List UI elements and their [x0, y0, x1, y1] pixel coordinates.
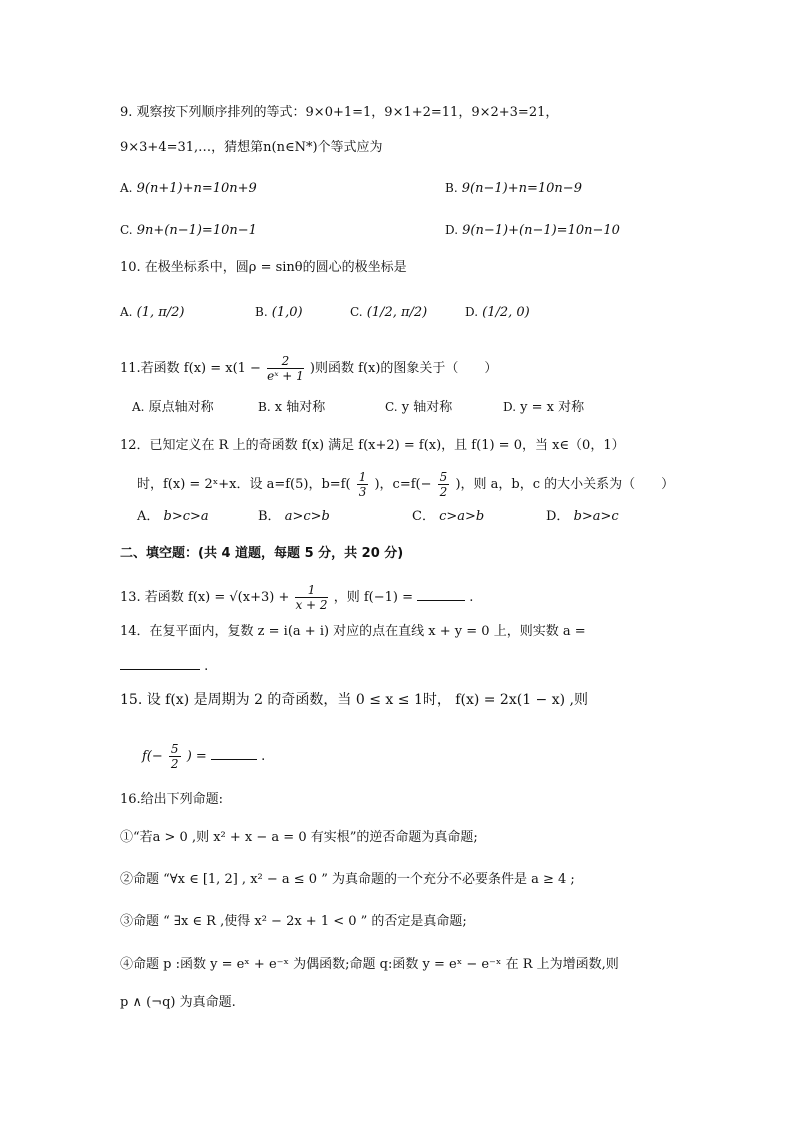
option-text: c>a>b: [439, 509, 485, 524]
option-letter: D．: [546, 509, 570, 524]
q15-post: ) =: [186, 749, 207, 764]
fraction-numerator: 2: [267, 354, 304, 369]
q9-option-a: [120, 178, 257, 199]
q11-option-a: [132, 397, 214, 418]
option-letter: C.: [120, 223, 133, 237]
option-text: (1/2, 0): [482, 305, 530, 320]
option-text: 9n+(n−1)=10n−1: [136, 223, 257, 238]
option-text: x 轴对称: [274, 400, 326, 415]
fraction-numerator: 5: [170, 742, 179, 756]
q15-line1: 15. 设 f(x) 是周期为 2 的奇函数，当 0 ≤ x ≤ 1时， f(x) = 2x(1 − x) ,则: [120, 692, 588, 708]
q11-option-d: [503, 397, 584, 418]
q12-line2-pre: 时，f(x) = 2ˣ+x．设 a=f(5)，b=f(: [137, 477, 351, 492]
q16-item-4: ④命题 p :函数 y = eˣ + e⁻ˣ 为偶函数;命题 q:函数 y = eˣ − e⁻ˣ 在 R 上为增函数,则: [120, 957, 619, 972]
option-text: 原点轴对称: [148, 400, 214, 415]
option-text: 9(n−1)+n=10n−9: [461, 181, 582, 196]
option-text: 9(n−1)+(n−1)=10n−10: [462, 223, 620, 238]
q10-option-a: [120, 302, 185, 323]
option-letter: C.: [385, 400, 398, 414]
q12-option-a: [137, 507, 209, 527]
q15-line2: [142, 742, 265, 771]
q12-option-c: [412, 507, 484, 527]
option-text: (1, π/2): [136, 305, 185, 320]
option-text: b>c>a: [163, 509, 209, 524]
option-text: y = x 对称: [520, 400, 585, 415]
q10-stem: 10. 在极坐标系中，圆ρ = sinθ的圆心的极坐标是: [120, 260, 407, 275]
q14-end: .: [204, 659, 209, 674]
fraction-denominator: x + 2: [295, 598, 328, 612]
q11-option-c: [385, 397, 452, 418]
fraction-numerator: 5: [439, 470, 448, 484]
q10-option-d: [465, 302, 530, 323]
fraction-numerator: 1: [295, 583, 327, 598]
q9-stem-line2: 9×3+4=31,…，猜想第n(n∈N*)个等式应为: [120, 140, 383, 155]
section-title: 二、填空题：(共 4 道题，每题 5 分，共 20 分): [120, 546, 404, 561]
q10-option-c: [350, 302, 427, 323]
q15-fraction: [169, 742, 181, 771]
option-text: (1/2, π/2): [366, 305, 428, 320]
answer-blank[interactable]: [211, 745, 257, 760]
option-letter: A．: [137, 509, 160, 524]
option-text: a>c>b: [284, 509, 330, 524]
option-letter: B.: [255, 305, 268, 319]
option-letter: B.: [445, 181, 458, 195]
q9-option-d: [445, 220, 620, 241]
q9-option-c: [120, 220, 257, 241]
q14-line2: [120, 655, 208, 677]
q11-fraction: [267, 354, 304, 383]
q9-stem-line1: 9. 观察按下列顺序排列的等式：9×0+1=1，9×1+2=11，9×2+3=21，: [120, 105, 559, 120]
q16-item-1: ①“若a > 0 ,则 x² + x − a = 0 有实根”的逆否命题为真命题;: [120, 830, 478, 845]
fraction-denominator: eˣ + 1: [267, 369, 304, 383]
fraction-denominator: 3: [358, 485, 367, 499]
q13-end: .: [469, 590, 474, 605]
q15-pre: f(−: [142, 749, 163, 764]
q13-pre: 13. 若函数 f(x) = √(x+3) +: [120, 590, 294, 605]
option-text: (1,0): [271, 305, 303, 320]
q16-item-3: ③命题 “ ∃x ∈ R ,使得 x² − 2x + 1 < 0 ” 的否定是真命题;: [120, 914, 467, 929]
option-text: y 轴对称: [401, 400, 453, 415]
q11-option-b: [258, 397, 325, 418]
q14-line1: 14．在复平面内，复数 z = i(a + i) 对应的点在直线 x + y = 0 上，则实数 a =: [120, 624, 586, 639]
q16-stem: 16.给出下列命题:: [120, 792, 224, 807]
q13: [120, 583, 473, 612]
answer-blank[interactable]: [417, 586, 465, 601]
q13-post: ，则 f(−1) =: [333, 590, 413, 605]
q12-line1: 12．已知定义在 R 上的奇函数 f(x) 满足 f(x+2) = f(x)，且 f(1) = 0，当 x∈（0，1）: [120, 438, 625, 453]
option-letter: C.: [350, 305, 363, 319]
q12-option-b: [258, 507, 330, 527]
fraction-numerator: 1: [358, 470, 367, 484]
q12-line2: [137, 470, 674, 499]
q12-line2-post: )，则 a，b，c 的大小关系为（ ）: [455, 477, 675, 492]
option-text: 9(n+1)+n=10n+9: [136, 181, 257, 196]
q11-stem: [120, 354, 497, 383]
option-letter: A.: [120, 181, 133, 195]
q16-item-2: ②命题 “∀x ∈ [1, 2] , x² − a ≤ 0 ” 为真命题的一个充分不必要条件是 a ≥ 4 ;: [120, 872, 575, 887]
q10-option-b: [255, 302, 303, 323]
q13-fraction: [295, 583, 327, 612]
answer-blank[interactable]: [120, 655, 200, 670]
option-letter: D.: [465, 305, 479, 319]
option-letter: A.: [120, 305, 133, 319]
q15-end: .: [261, 749, 266, 764]
option-letter: D.: [503, 400, 517, 414]
option-letter: D.: [445, 223, 459, 237]
q12-option-d: [546, 507, 619, 527]
option-letter: B.: [258, 400, 271, 414]
q9-option-b: [445, 178, 582, 199]
fraction-denominator: 2: [170, 757, 179, 771]
q12-line2-mid: )，c=f(−: [374, 477, 432, 492]
option-text: b>a>c: [573, 509, 619, 524]
q11-stem-pre: 11.若函数 f(x) = x(1 −: [120, 361, 266, 376]
q12-fraction-c: [438, 470, 450, 499]
option-letter: A.: [132, 400, 145, 414]
option-letter: B．: [258, 509, 281, 524]
q12-fraction-b: [357, 470, 369, 499]
fraction-denominator: 2: [439, 485, 448, 499]
option-letter: C．: [412, 509, 435, 524]
q11-stem-post: )则函数 f(x)的图象关于（ ）: [309, 361, 498, 376]
q16-item-4-cont: p ∧ (¬q) 为真命题.: [120, 995, 236, 1010]
